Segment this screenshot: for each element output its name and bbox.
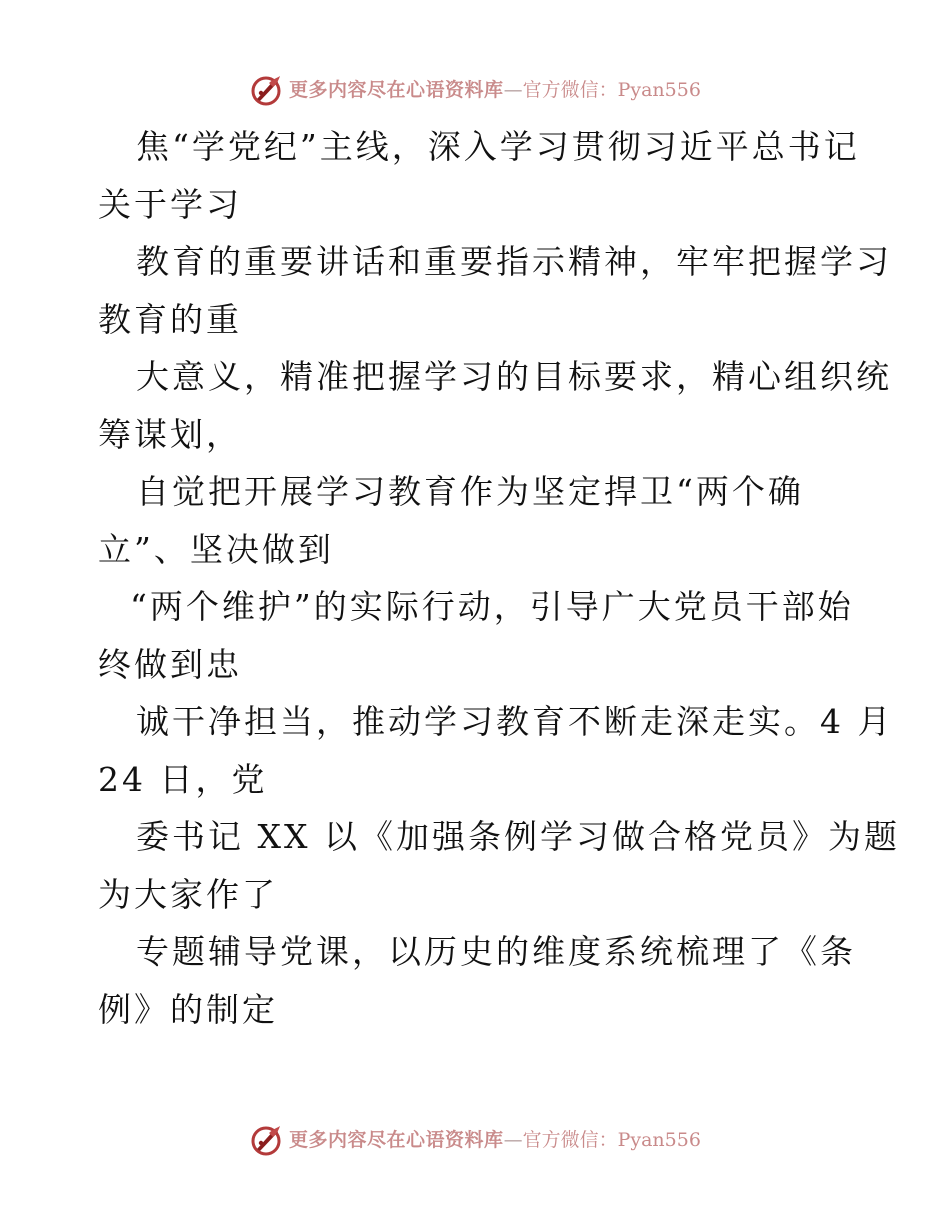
quill-pen-circle-icon [249, 1123, 283, 1157]
header-banner-content [249, 73, 701, 107]
banner-main-text: 更多内容尽在心语资料库 [289, 78, 504, 101]
text-line: 立”、坚决做到 [98, 529, 334, 569]
footer-banner [0, 1120, 950, 1160]
quill-pen-circle-icon [249, 73, 283, 107]
text-line: 委书记 XX 以《加强条例学习做合格党员》为题 [136, 817, 900, 856]
text-line: 筹谋划， [98, 414, 242, 454]
text-line: 为大家作了 [98, 874, 278, 914]
banner-separator: — [503, 78, 523, 101]
text-line: 24 日，党 [98, 759, 268, 799]
text-line: 终做到忠 [98, 644, 242, 684]
banner-contact-label: 官方微信： [522, 78, 618, 101]
text-line: 大意义，精准把握学习的目标要求，精心组织统 [136, 357, 892, 396]
text-line: 焦“学党纪”主线，深入学习贯彻习近平总书记 [136, 127, 860, 166]
banner-separator: — [503, 1128, 523, 1151]
text-line: 教育的重 [98, 299, 242, 339]
text-line: 诚干净担当，推动学习教育不断走深走实。4 月 [136, 702, 894, 741]
banner-contact-id: Pyan556 [617, 78, 701, 101]
text-line: 教育的重要讲话和重要指示精神，牢牢把握学习 [136, 242, 892, 281]
text-line: 关于学习 [98, 184, 242, 224]
document-body [98, 118, 900, 1038]
banner-main-text: 更多内容尽在心语资料库 [289, 1128, 504, 1151]
text-line: 专题辅导党课，以历史的维度系统梳理了《条 [136, 932, 856, 971]
text-line: 例》的制定 [98, 989, 278, 1029]
text-line: “两个维护”的实际行动，引导广大党员干部始 [130, 587, 854, 626]
text-line: 自觉把开展学习教育作为坚定捍卫“两个确 [136, 472, 804, 511]
header-banner [0, 70, 950, 110]
banner-contact-id: Pyan556 [617, 1128, 701, 1151]
banner-contact-label: 官方微信： [522, 1128, 618, 1151]
footer-banner-content [249, 1123, 701, 1157]
